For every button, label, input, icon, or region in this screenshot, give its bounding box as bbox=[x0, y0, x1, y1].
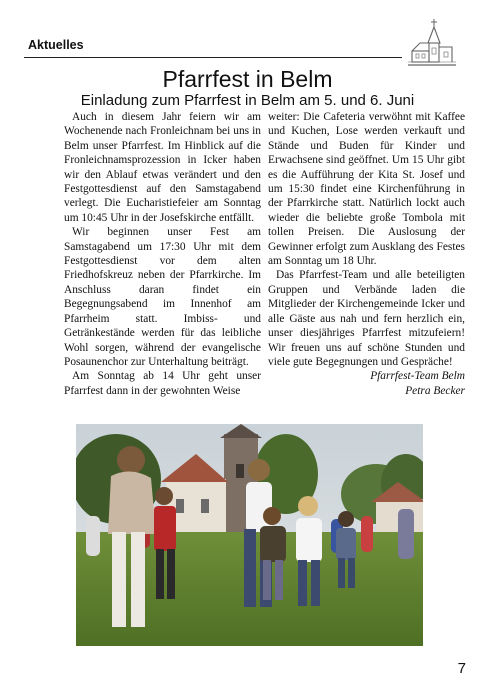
article-title: Pfarrfest in Belm bbox=[162, 66, 333, 92]
signature-team: Pfarrfest-Team Belm bbox=[370, 370, 465, 383]
church-logo-icon bbox=[404, 15, 460, 71]
paragraph: Auch in diesem Jahr feiern wir am Wochenende nach Fronleichnam bei uns in Belm unser Pfarrfest. Im Hinblick auf die Fronleichnamsprozession in Icker haben wir den Ablauf etwas verändert und den Festgottesdienst auf den Samstagabend verlegt. Die Eucharistiefeier am Sonntag um 10:45 Uhr in der Josefskirche entfällt. bbox=[64, 111, 261, 224]
paragraph: Wir beginnen unser Fest am Samstagabend um 17:30 Uhr mit dem Festgottesdienst vor dem alten Friedhofskreuz neben der Pfarrkirche. Im Anschluss daran findet ein Begegnungsabend im Innenhof am Pfarrheim statt. Imbiss- und Getränkestände werden für das leibliche Wohl sorgen, während der evangelische Posaunenchor zur Unterhaltung beiträgt. bbox=[64, 226, 261, 368]
header-rule bbox=[24, 57, 402, 58]
article-column-left bbox=[64, 110, 261, 398]
paragraph: Am Sonntag ab 14 Uhr geht unser Pfarrfest dann in der gewohnten Weise bbox=[64, 370, 261, 397]
section-header: Aktuelles bbox=[28, 38, 84, 52]
page-number: 7 bbox=[457, 660, 466, 677]
signature-author: Petra Becker bbox=[405, 384, 465, 397]
article-subtitle: Einladung zum Pfarrfest in Belm am 5. und 6. Juni bbox=[80, 92, 415, 109]
paragraph: Das Pfarrfest-Team und alle beteiligten Gruppen und Verbände laden die Mitglieder der Kirchengemeinde Icker und alle Gäste aus nah und fern herzlich ein, unser diesjähriges Pfarrfest mitzufeiern! Wir freuen uns auf schöne Stunden und viele gute Begegnungen und Gespräche! bbox=[268, 269, 465, 368]
article-column-right bbox=[268, 110, 465, 398]
festival-photo bbox=[76, 424, 423, 646]
paragraph: weiter: Die Cafeteria verwöhnt mit Kaffee und Kuchen, Lose werden verkauft und Stände und Buden für Kinder und Erwachsene sind geöffnet. Um 15 Uhr gibt es die Aufführung der Kita St. Josef und um 15:30 findet eine Kirchenführung in der Pfarrkirche statt. Natürlich lockt auch wieder die beliebte große Tombola mit tollen Preisen. Die Auslosung der Gewinner erfolgt zum Ausklang des Festes am Sonntag um 18 Uhr. bbox=[268, 111, 465, 268]
